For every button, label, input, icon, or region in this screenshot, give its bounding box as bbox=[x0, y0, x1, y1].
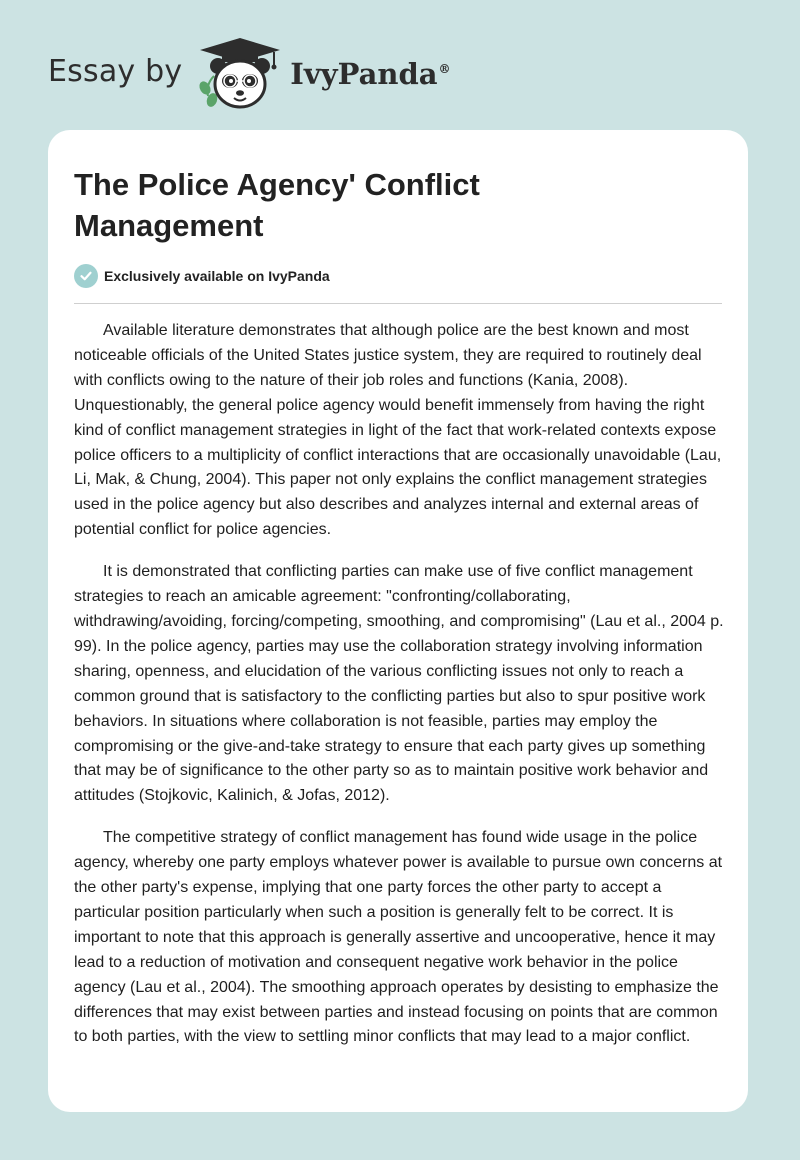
brand-name-text: IvyPanda bbox=[290, 57, 438, 91]
essay-body bbox=[74, 319, 726, 1067]
paragraph-3: The competitive strategy of conflict management has found wide usage in the police agency, whereby one party employs whatever power is available to pursue own concerns at the other party's expense, implying that one party forces the other party to accept a particular position particularly when such a position is generally felt to be correct. It is important to note that this approach is generally assertive and uncooperative, hence it may lead to a reduction of motivation and consequent negative work behavior in the police agency (Lau et al., 2004). The smoothing approach operates by desisting to emphasize the differences that may exist between parties and instead focusing on points that are common to both parties, with the view to settling minor conflicts that may lead to a major conflict. bbox=[74, 829, 723, 1046]
essay-title: The Police Agency' Conflict Management bbox=[74, 167, 480, 243]
paragraph-1: Available literature demonstrates that although police are the best known and most noticeable officials of the United States justice system, they are required to routinely deal with conflicts owing to the nature of their job roles and functions (Kania, 2008). Unquestionably, the general police agency would benefit immensely from having the right kind of conflict management strategies in light of the fact that work-related contexts expose police officers to a multiplicity of conflict interactions that are occasionally unavoidable (Lau, Li, Mak, & Chung, 2004). This paper not only explains the conflict management strategies used in the police agency but also describes and analyzes internal and external areas of potential conflict for police agencies. bbox=[74, 322, 722, 539]
panda-graduate-icon bbox=[194, 36, 286, 110]
exclusive-badge-label: Exclusively available on IvyPanda bbox=[104, 268, 330, 284]
site-logo[interactable] bbox=[48, 36, 451, 110]
exclusive-badge bbox=[74, 264, 330, 288]
essay-by-label: Essay by bbox=[48, 53, 183, 89]
title-divider bbox=[74, 303, 722, 304]
essay-card bbox=[48, 130, 748, 1112]
registered-mark: ® bbox=[438, 62, 451, 77]
checkmark-icon bbox=[74, 264, 98, 288]
brand-name bbox=[290, 57, 450, 91]
paragraph-2: It is demonstrated that conflicting parties can make use of five conflict management strategies to reach an amicable agreement: "confronting/collaborating, withdrawing/avoiding, forcing/competing, smoothing, and compromising" (Lau et al., 2004 p. 99). In the police agency, parties may use the collaboration strategy involving information sharing, openness, and elucidation of the various conflicting issues not only to reach a common ground that is satisfactory to the conflicting parties but also to spur positive work behaviors. In situations where collaboration is not feasible, parties may employ the compromising or the give-and-take strategy to ensure that each party gives up something that may be of significance to the other party so as to maintain positive work behavior and attitudes (Stojkovic, Kalinich, & Jofas, 2012). bbox=[74, 563, 724, 805]
